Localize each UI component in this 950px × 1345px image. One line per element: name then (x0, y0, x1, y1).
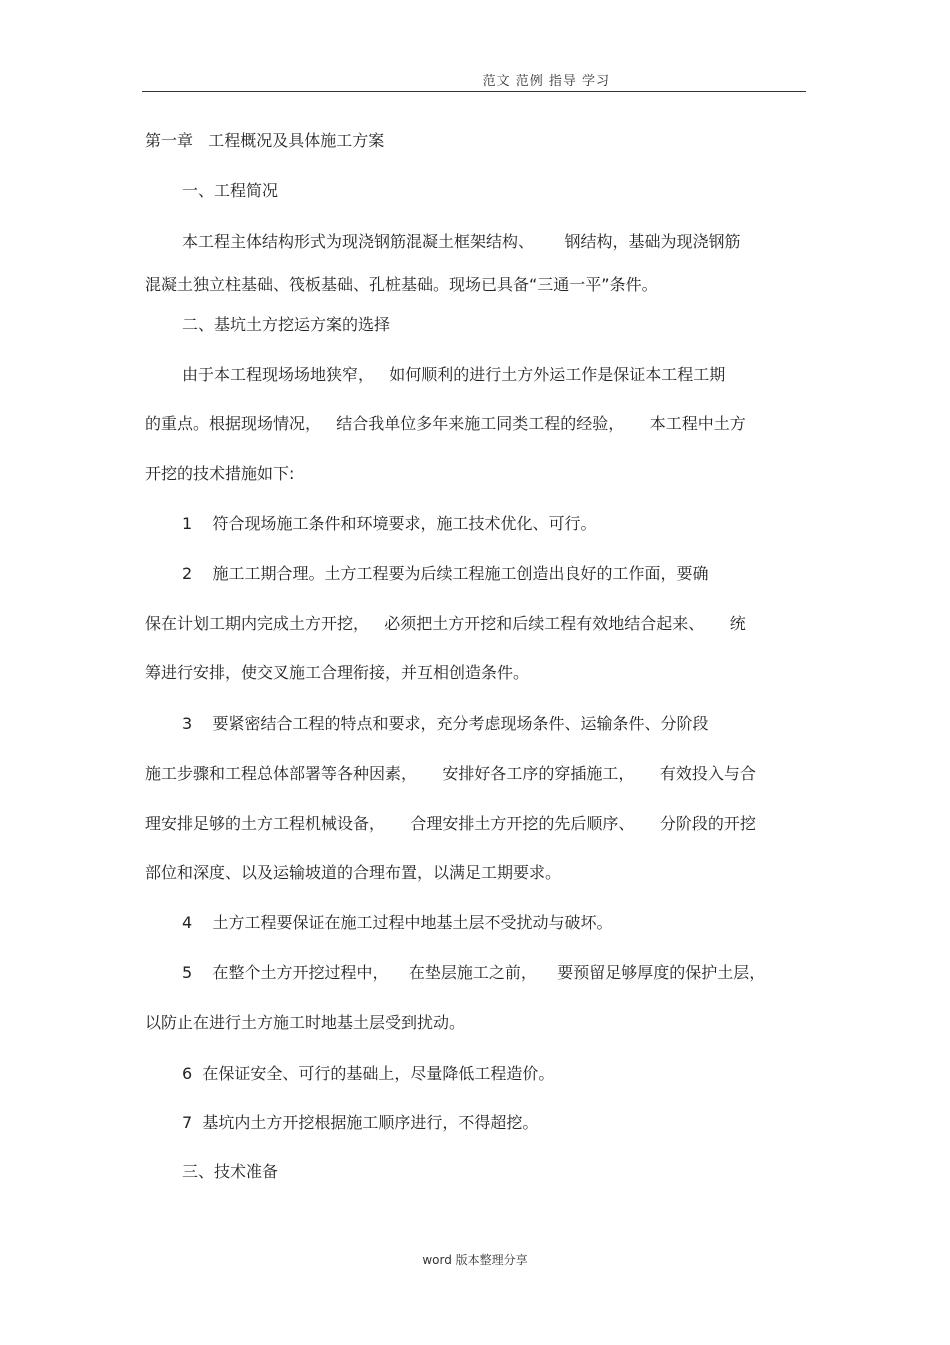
paragraph-line: 施工步骤和工程总体部署等各种因素， 安排好各工序的穿插施工， 有效投入与合 (145, 764, 756, 783)
page-footer: word 版本整理分享 (422, 1253, 528, 1267)
section-heading: 二、基坑土方挖运方案的选择 (182, 315, 391, 334)
list-item: 4 土方工程要保证在施工过程中地基土层不受扰动与破坏。 (182, 913, 613, 932)
header-title: 范文 范例 指导 学习 (482, 74, 610, 89)
paragraph-line: 的重点。根据现场情况， 结合我单位多年来施工同类工程的经验， 本工程中土方 (145, 414, 746, 433)
section-heading: 三、技术准备 (182, 1162, 279, 1181)
paragraph-line: 开挖的技术措施如下: (145, 464, 295, 483)
list-item: 3 要紧密结合工程的特点和要求，充分考虑现场条件、运输条件、分阶段 (182, 714, 709, 733)
paragraph-line: 混凝土独立柱基础、筏板基础、孔桩基础。现场已具备“三通一平”条件。 (145, 275, 658, 294)
paragraph-line: 本工程主体结构形式为现浇钢筋混凝土框架结构、 钢结构，基础为现浇钢筋 (182, 232, 741, 251)
paragraph-line: 部位和深度、以及运输坡道的合理布置，以满足工期要求。 (145, 863, 562, 882)
list-item: 5 在整个土方开挖过程中， 在垫层施工之前， 要预留足够厚度的保护土层， (182, 963, 766, 982)
paragraph-line: 理安排足够的土方工程机械设备， 合理安排土方开挖的先后顺序、 分阶段的开挖 (145, 814, 756, 833)
paragraph-line: 以防止在进行土方施工时地基土层受到扰动。 (145, 1013, 466, 1032)
paragraph-line: 由于本工程现场场地狭窄， 如何顺利的进行土方外运工作是保证本工程工期 (182, 365, 726, 384)
header-divider (142, 91, 806, 92)
paragraph-line: 筹进行安排，使交叉施工合理衔接，并互相创造条件。 (145, 663, 530, 682)
paragraph-line: 保在计划工期内完成土方开挖， 必须把土方开挖和后续工程有效地结合起来、 统 (145, 614, 746, 633)
chapter-title: 第一章 工程概况及具体施工方案 (145, 131, 385, 150)
section-heading: 一、工程简况 (182, 181, 279, 200)
list-item: 2 施工工期合理。土方工程要为后续工程施工创造出良好的工作面，要确 (182, 564, 709, 583)
list-item: 6 在保证安全、可行的基础上，尽量降低工程造价。 (182, 1064, 555, 1083)
list-item: 7 基坑内土方开挖根据施工顺序进行，不得超挖。 (182, 1113, 539, 1132)
list-item: 1 符合现场施工条件和环境要求，施工技术优化、可行。 (182, 514, 597, 533)
